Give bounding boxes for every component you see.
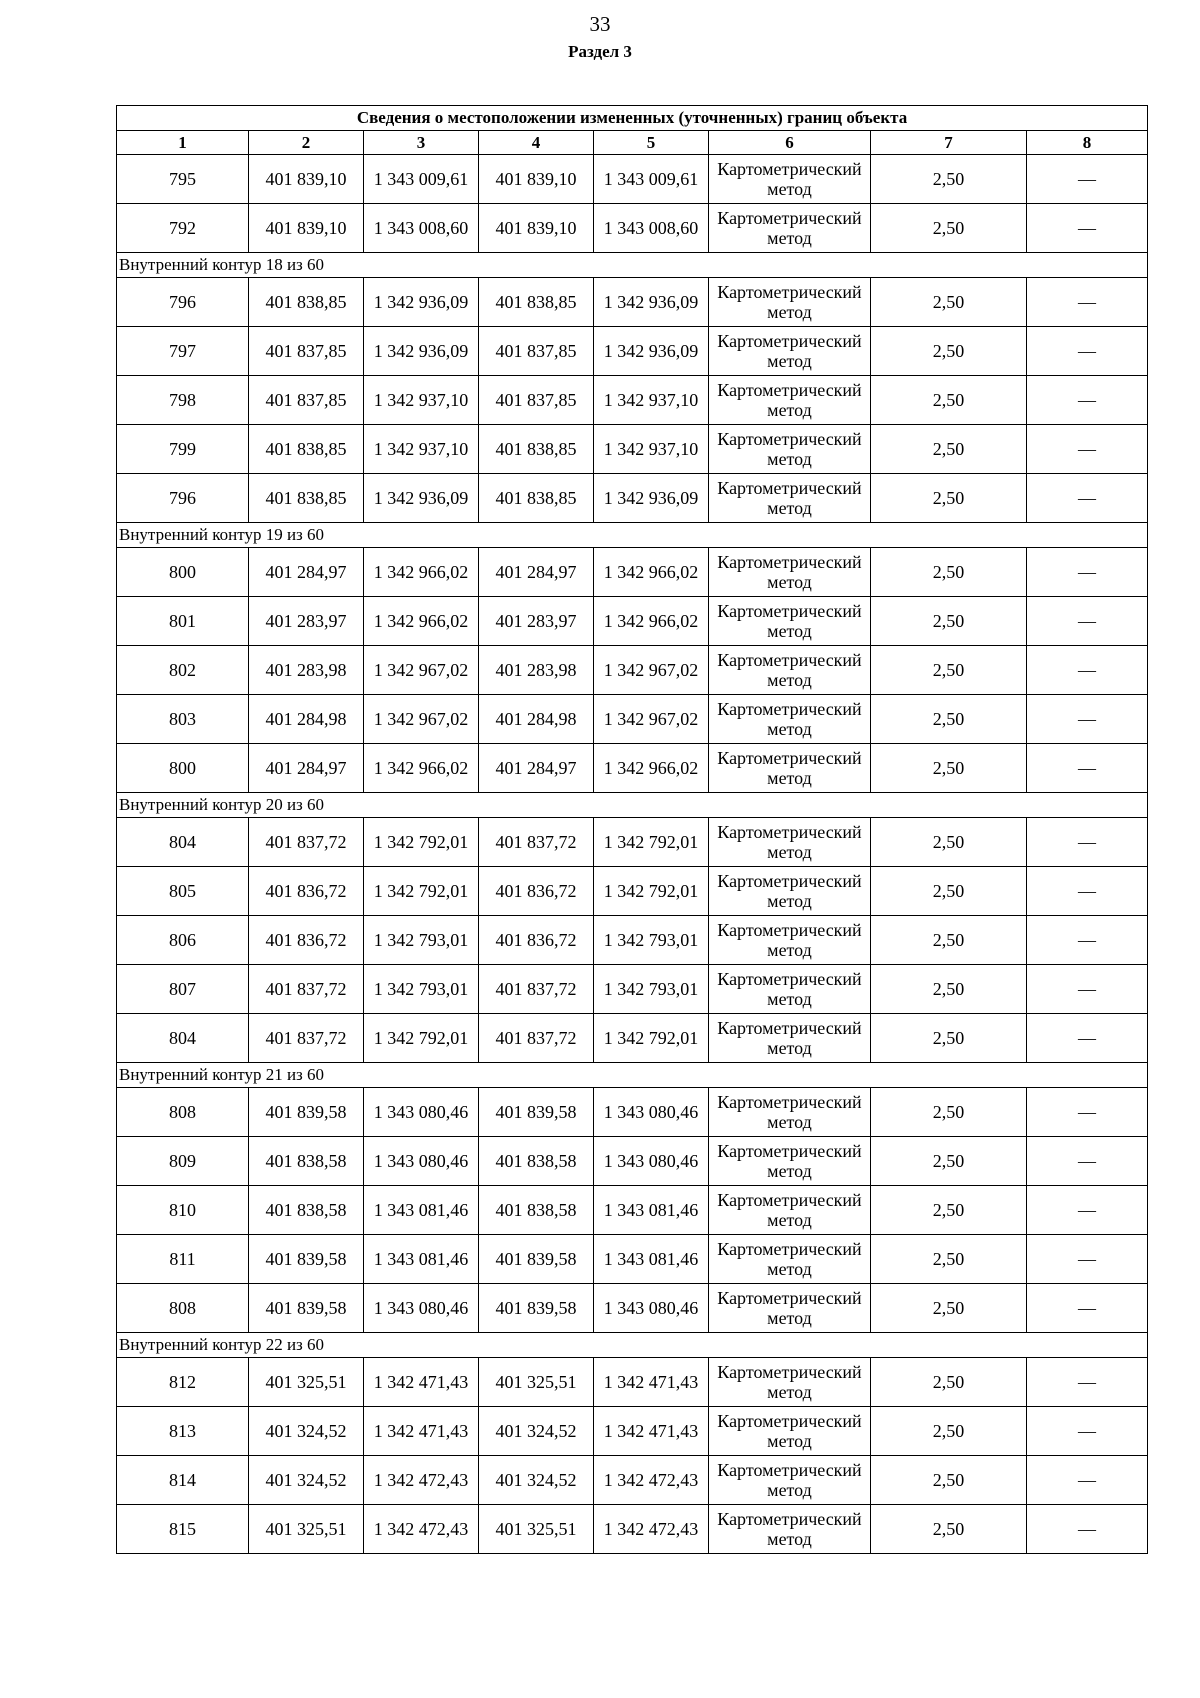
accuracy-cell: 2,50	[871, 695, 1027, 744]
column-number: 5	[594, 131, 709, 155]
method-cell: Картометрический метод	[709, 744, 871, 793]
x-existing-cell: 401 839,10	[249, 155, 364, 204]
description-cell: —	[1027, 155, 1148, 204]
accuracy-cell: 2,50	[871, 1014, 1027, 1063]
y-existing-cell: 1 342 936,09	[364, 327, 479, 376]
x-existing-cell: 401 325,51	[249, 1505, 364, 1554]
contour-header-row	[117, 1063, 1148, 1088]
y-existing-cell: 1 343 008,60	[364, 204, 479, 253]
y-new-cell: 1 342 936,09	[594, 474, 709, 523]
method-cell: Картометрический метод	[709, 1358, 871, 1407]
description-cell: —	[1027, 1088, 1148, 1137]
point-number-cell: 813	[117, 1407, 249, 1456]
y-new-cell: 1 342 471,43	[594, 1358, 709, 1407]
x-new-cell: 401 838,58	[479, 1137, 594, 1186]
point-number-cell: 812	[117, 1358, 249, 1407]
x-existing-cell: 401 836,72	[249, 867, 364, 916]
method-cell: Картометрический метод	[709, 1137, 871, 1186]
description-cell: —	[1027, 1186, 1148, 1235]
point-number-cell: 796	[117, 278, 249, 327]
y-existing-cell: 1 342 471,43	[364, 1358, 479, 1407]
table-row	[117, 1014, 1148, 1063]
table-row	[117, 916, 1148, 965]
description-cell: —	[1027, 744, 1148, 793]
contour-title: Внутренний контур 22 из 60	[117, 1333, 1148, 1358]
x-new-cell: 401 839,10	[479, 155, 594, 204]
y-new-cell: 1 342 792,01	[594, 818, 709, 867]
y-new-cell: 1 342 936,09	[594, 327, 709, 376]
accuracy-cell: 2,50	[871, 1186, 1027, 1235]
table-row	[117, 646, 1148, 695]
y-new-cell: 1 342 967,02	[594, 695, 709, 744]
x-existing-cell: 401 837,72	[249, 1014, 364, 1063]
boundary-table	[116, 105, 1148, 1554]
y-new-cell: 1 342 966,02	[594, 744, 709, 793]
description-cell: —	[1027, 597, 1148, 646]
x-new-cell: 401 837,72	[479, 1014, 594, 1063]
description-cell: —	[1027, 1456, 1148, 1505]
x-new-cell: 401 836,72	[479, 916, 594, 965]
method-cell: Картометрический метод	[709, 1284, 871, 1333]
x-new-cell: 401 284,97	[479, 548, 594, 597]
method-cell: Картометрический метод	[709, 474, 871, 523]
contour-header-row	[117, 1333, 1148, 1358]
x-new-cell: 401 284,98	[479, 695, 594, 744]
accuracy-cell: 2,50	[871, 867, 1027, 916]
accuracy-cell: 2,50	[871, 425, 1027, 474]
point-number-cell: 802	[117, 646, 249, 695]
x-existing-cell: 401 284,98	[249, 695, 364, 744]
table-row	[117, 278, 1148, 327]
y-new-cell: 1 342 937,10	[594, 425, 709, 474]
accuracy-cell: 2,50	[871, 965, 1027, 1014]
y-new-cell: 1 342 792,01	[594, 867, 709, 916]
x-new-cell: 401 325,51	[479, 1505, 594, 1554]
y-new-cell: 1 342 966,02	[594, 597, 709, 646]
x-existing-cell: 401 324,52	[249, 1456, 364, 1505]
y-existing-cell: 1 343 080,46	[364, 1284, 479, 1333]
x-existing-cell: 401 836,72	[249, 916, 364, 965]
accuracy-cell: 2,50	[871, 327, 1027, 376]
accuracy-cell: 2,50	[871, 1088, 1027, 1137]
y-existing-cell: 1 343 080,46	[364, 1088, 479, 1137]
table-row	[117, 1407, 1148, 1456]
x-existing-cell: 401 283,98	[249, 646, 364, 695]
x-existing-cell: 401 838,85	[249, 474, 364, 523]
x-new-cell: 401 283,98	[479, 646, 594, 695]
table-row	[117, 1284, 1148, 1333]
point-number-cell: 795	[117, 155, 249, 204]
x-existing-cell: 401 838,85	[249, 278, 364, 327]
contour-title: Внутренний контур 18 из 60	[117, 253, 1148, 278]
x-new-cell: 401 283,97	[479, 597, 594, 646]
method-cell: Картометрический метод	[709, 818, 871, 867]
accuracy-cell: 2,50	[871, 204, 1027, 253]
table-row	[117, 1456, 1148, 1505]
description-cell: —	[1027, 474, 1148, 523]
method-cell: Картометрический метод	[709, 1186, 871, 1235]
y-existing-cell: 1 342 936,09	[364, 474, 479, 523]
x-new-cell: 401 838,85	[479, 425, 594, 474]
section-title: Раздел 3	[568, 42, 632, 61]
point-number-cell: 798	[117, 376, 249, 425]
description-cell: —	[1027, 548, 1148, 597]
point-number-cell: 807	[117, 965, 249, 1014]
x-new-cell: 401 838,58	[479, 1186, 594, 1235]
description-cell: —	[1027, 916, 1148, 965]
method-cell: Картометрический метод	[709, 916, 871, 965]
x-existing-cell: 401 838,58	[249, 1186, 364, 1235]
y-existing-cell: 1 342 967,02	[364, 646, 479, 695]
description-cell: —	[1027, 646, 1148, 695]
y-new-cell: 1 343 009,61	[594, 155, 709, 204]
method-cell: Картометрический метод	[709, 646, 871, 695]
method-cell: Картометрический метод	[709, 327, 871, 376]
method-cell: Картометрический метод	[709, 548, 871, 597]
x-new-cell: 401 324,52	[479, 1407, 594, 1456]
y-existing-cell: 1 342 792,01	[364, 1014, 479, 1063]
x-existing-cell: 401 284,97	[249, 744, 364, 793]
contour-header-row	[117, 793, 1148, 818]
x-existing-cell: 401 324,52	[249, 1407, 364, 1456]
x-existing-cell: 401 837,85	[249, 327, 364, 376]
description-cell: —	[1027, 1284, 1148, 1333]
accuracy-cell: 2,50	[871, 376, 1027, 425]
x-existing-cell: 401 325,51	[249, 1358, 364, 1407]
x-new-cell: 401 837,85	[479, 327, 594, 376]
point-number-cell: 801	[117, 597, 249, 646]
accuracy-cell: 2,50	[871, 1137, 1027, 1186]
y-new-cell: 1 343 080,46	[594, 1284, 709, 1333]
method-cell: Картометрический метод	[709, 695, 871, 744]
column-number: 4	[479, 131, 594, 155]
accuracy-cell: 2,50	[871, 155, 1027, 204]
method-cell: Картометрический метод	[709, 1407, 871, 1456]
method-cell: Картометрический метод	[709, 376, 871, 425]
method-cell: Картометрический метод	[709, 1014, 871, 1063]
accuracy-cell: 2,50	[871, 1456, 1027, 1505]
point-number-cell: 803	[117, 695, 249, 744]
description-cell: —	[1027, 327, 1148, 376]
accuracy-cell: 2,50	[871, 1505, 1027, 1554]
y-existing-cell: 1 343 009,61	[364, 155, 479, 204]
point-number-cell: 808	[117, 1088, 249, 1137]
column-number: 8	[1027, 131, 1148, 155]
table-row	[117, 965, 1148, 1014]
accuracy-cell: 2,50	[871, 1358, 1027, 1407]
x-existing-cell: 401 837,72	[249, 818, 364, 867]
x-new-cell: 401 837,85	[479, 376, 594, 425]
accuracy-cell: 2,50	[871, 1235, 1027, 1284]
table-row	[117, 597, 1148, 646]
y-new-cell: 1 342 792,01	[594, 1014, 709, 1063]
x-existing-cell: 401 838,58	[249, 1137, 364, 1186]
column-number-row	[117, 131, 1148, 155]
description-cell: —	[1027, 204, 1148, 253]
accuracy-cell: 2,50	[871, 474, 1027, 523]
x-new-cell: 401 837,72	[479, 818, 594, 867]
y-existing-cell: 1 342 937,10	[364, 425, 479, 474]
method-cell: Картометрический метод	[709, 1505, 871, 1554]
x-new-cell: 401 836,72	[479, 867, 594, 916]
point-number-cell: 805	[117, 867, 249, 916]
y-new-cell: 1 342 967,02	[594, 646, 709, 695]
y-existing-cell: 1 342 793,01	[364, 965, 479, 1014]
point-number-cell: 806	[117, 916, 249, 965]
y-new-cell: 1 342 471,43	[594, 1407, 709, 1456]
method-cell: Картометрический метод	[709, 1088, 871, 1137]
table-caption-row	[117, 106, 1148, 131]
y-new-cell: 1 342 472,43	[594, 1505, 709, 1554]
accuracy-cell: 2,50	[871, 646, 1027, 695]
y-existing-cell: 1 342 966,02	[364, 548, 479, 597]
x-existing-cell: 401 838,85	[249, 425, 364, 474]
point-number-cell: 809	[117, 1137, 249, 1186]
method-cell: Картометрический метод	[709, 204, 871, 253]
contour-header-row	[117, 253, 1148, 278]
x-new-cell: 401 837,72	[479, 965, 594, 1014]
table-row	[117, 1358, 1148, 1407]
column-number: 2	[249, 131, 364, 155]
description-cell: —	[1027, 867, 1148, 916]
description-cell: —	[1027, 1358, 1148, 1407]
description-cell: —	[1027, 1505, 1148, 1554]
y-existing-cell: 1 342 966,02	[364, 597, 479, 646]
y-new-cell: 1 343 081,46	[594, 1186, 709, 1235]
table-row	[117, 474, 1148, 523]
x-new-cell: 401 839,58	[479, 1088, 594, 1137]
contour-title: Внутренний контур 20 из 60	[117, 793, 1148, 818]
x-existing-cell: 401 839,58	[249, 1284, 364, 1333]
table-row	[117, 818, 1148, 867]
table-row	[117, 1505, 1148, 1554]
accuracy-cell: 2,50	[871, 548, 1027, 597]
y-existing-cell: 1 342 967,02	[364, 695, 479, 744]
y-existing-cell: 1 342 472,43	[364, 1505, 479, 1554]
column-number: 6	[709, 131, 871, 155]
x-existing-cell: 401 839,58	[249, 1088, 364, 1137]
table-row	[117, 744, 1148, 793]
table-row	[117, 1235, 1148, 1284]
description-cell: —	[1027, 818, 1148, 867]
x-new-cell: 401 839,58	[479, 1235, 594, 1284]
contour-title: Внутренний контур 19 из 60	[117, 523, 1148, 548]
table-caption: Сведения о местоположении измененных (уточненных) границ объекта	[117, 106, 1148, 131]
x-existing-cell: 401 839,10	[249, 204, 364, 253]
x-new-cell: 401 839,10	[479, 204, 594, 253]
accuracy-cell: 2,50	[871, 278, 1027, 327]
x-existing-cell: 401 837,85	[249, 376, 364, 425]
y-new-cell: 1 343 081,46	[594, 1235, 709, 1284]
method-cell: Картометрический метод	[709, 1456, 871, 1505]
y-new-cell: 1 343 008,60	[594, 204, 709, 253]
table-body	[117, 155, 1148, 1554]
x-new-cell: 401 838,85	[479, 474, 594, 523]
y-existing-cell: 1 342 936,09	[364, 278, 479, 327]
description-cell: —	[1027, 1014, 1148, 1063]
description-cell: —	[1027, 1407, 1148, 1456]
y-existing-cell: 1 342 792,01	[364, 818, 479, 867]
y-new-cell: 1 342 937,10	[594, 376, 709, 425]
method-cell: Картометрический метод	[709, 867, 871, 916]
column-number: 3	[364, 131, 479, 155]
y-existing-cell: 1 343 080,46	[364, 1137, 479, 1186]
y-existing-cell: 1 342 937,10	[364, 376, 479, 425]
y-existing-cell: 1 342 792,01	[364, 867, 479, 916]
point-number-cell: 810	[117, 1186, 249, 1235]
x-existing-cell: 401 839,58	[249, 1235, 364, 1284]
y-new-cell: 1 343 080,46	[594, 1088, 709, 1137]
x-new-cell: 401 325,51	[479, 1358, 594, 1407]
y-existing-cell: 1 342 472,43	[364, 1456, 479, 1505]
method-cell: Картометрический метод	[709, 965, 871, 1014]
point-number-cell: 792	[117, 204, 249, 253]
description-cell: —	[1027, 695, 1148, 744]
y-new-cell: 1 342 793,01	[594, 916, 709, 965]
y-new-cell: 1 342 936,09	[594, 278, 709, 327]
point-number-cell: 804	[117, 1014, 249, 1063]
y-new-cell: 1 342 966,02	[594, 548, 709, 597]
point-number-cell: 815	[117, 1505, 249, 1554]
description-cell: —	[1027, 376, 1148, 425]
contour-title: Внутренний контур 21 из 60	[117, 1063, 1148, 1088]
y-existing-cell: 1 342 471,43	[364, 1407, 479, 1456]
table-row	[117, 376, 1148, 425]
x-new-cell: 401 284,97	[479, 744, 594, 793]
accuracy-cell: 2,50	[871, 597, 1027, 646]
column-number: 1	[117, 131, 249, 155]
y-existing-cell: 1 342 793,01	[364, 916, 479, 965]
y-new-cell: 1 343 080,46	[594, 1137, 709, 1186]
method-cell: Картометрический метод	[709, 155, 871, 204]
column-number: 7	[871, 131, 1027, 155]
table-row	[117, 1088, 1148, 1137]
point-number-cell: 808	[117, 1284, 249, 1333]
description-cell: —	[1027, 1235, 1148, 1284]
point-number-cell: 796	[117, 474, 249, 523]
y-new-cell: 1 342 472,43	[594, 1456, 709, 1505]
y-existing-cell: 1 342 966,02	[364, 744, 479, 793]
x-new-cell: 401 839,58	[479, 1284, 594, 1333]
point-number-cell: 804	[117, 818, 249, 867]
description-cell: —	[1027, 278, 1148, 327]
point-number-cell: 799	[117, 425, 249, 474]
point-number-cell: 814	[117, 1456, 249, 1505]
accuracy-cell: 2,50	[871, 1284, 1027, 1333]
point-number-cell: 800	[117, 744, 249, 793]
table-row	[117, 1137, 1148, 1186]
point-number-cell: 797	[117, 327, 249, 376]
method-cell: Картометрический метод	[709, 597, 871, 646]
description-cell: —	[1027, 965, 1148, 1014]
accuracy-cell: 2,50	[871, 1407, 1027, 1456]
table-row	[117, 327, 1148, 376]
table-row	[117, 204, 1148, 253]
method-cell: Картометрический метод	[709, 1235, 871, 1284]
accuracy-cell: 2,50	[871, 818, 1027, 867]
point-number-cell: 800	[117, 548, 249, 597]
description-cell: —	[1027, 1137, 1148, 1186]
x-new-cell: 401 838,85	[479, 278, 594, 327]
table-row	[117, 155, 1148, 204]
y-existing-cell: 1 343 081,46	[364, 1186, 479, 1235]
table-row	[117, 695, 1148, 744]
page-number: 33	[589, 12, 611, 36]
point-number-cell: 811	[117, 1235, 249, 1284]
method-cell: Картометрический метод	[709, 425, 871, 474]
accuracy-cell: 2,50	[871, 744, 1027, 793]
table-row	[117, 425, 1148, 474]
contour-header-row	[117, 523, 1148, 548]
table-row	[117, 1186, 1148, 1235]
x-existing-cell: 401 284,97	[249, 548, 364, 597]
x-existing-cell: 401 837,72	[249, 965, 364, 1014]
method-cell: Картометрический метод	[709, 278, 871, 327]
table-row	[117, 867, 1148, 916]
description-cell: —	[1027, 425, 1148, 474]
y-new-cell: 1 342 793,01	[594, 965, 709, 1014]
x-existing-cell: 401 283,97	[249, 597, 364, 646]
y-existing-cell: 1 343 081,46	[364, 1235, 479, 1284]
table-row	[117, 548, 1148, 597]
x-new-cell: 401 324,52	[479, 1456, 594, 1505]
accuracy-cell: 2,50	[871, 916, 1027, 965]
